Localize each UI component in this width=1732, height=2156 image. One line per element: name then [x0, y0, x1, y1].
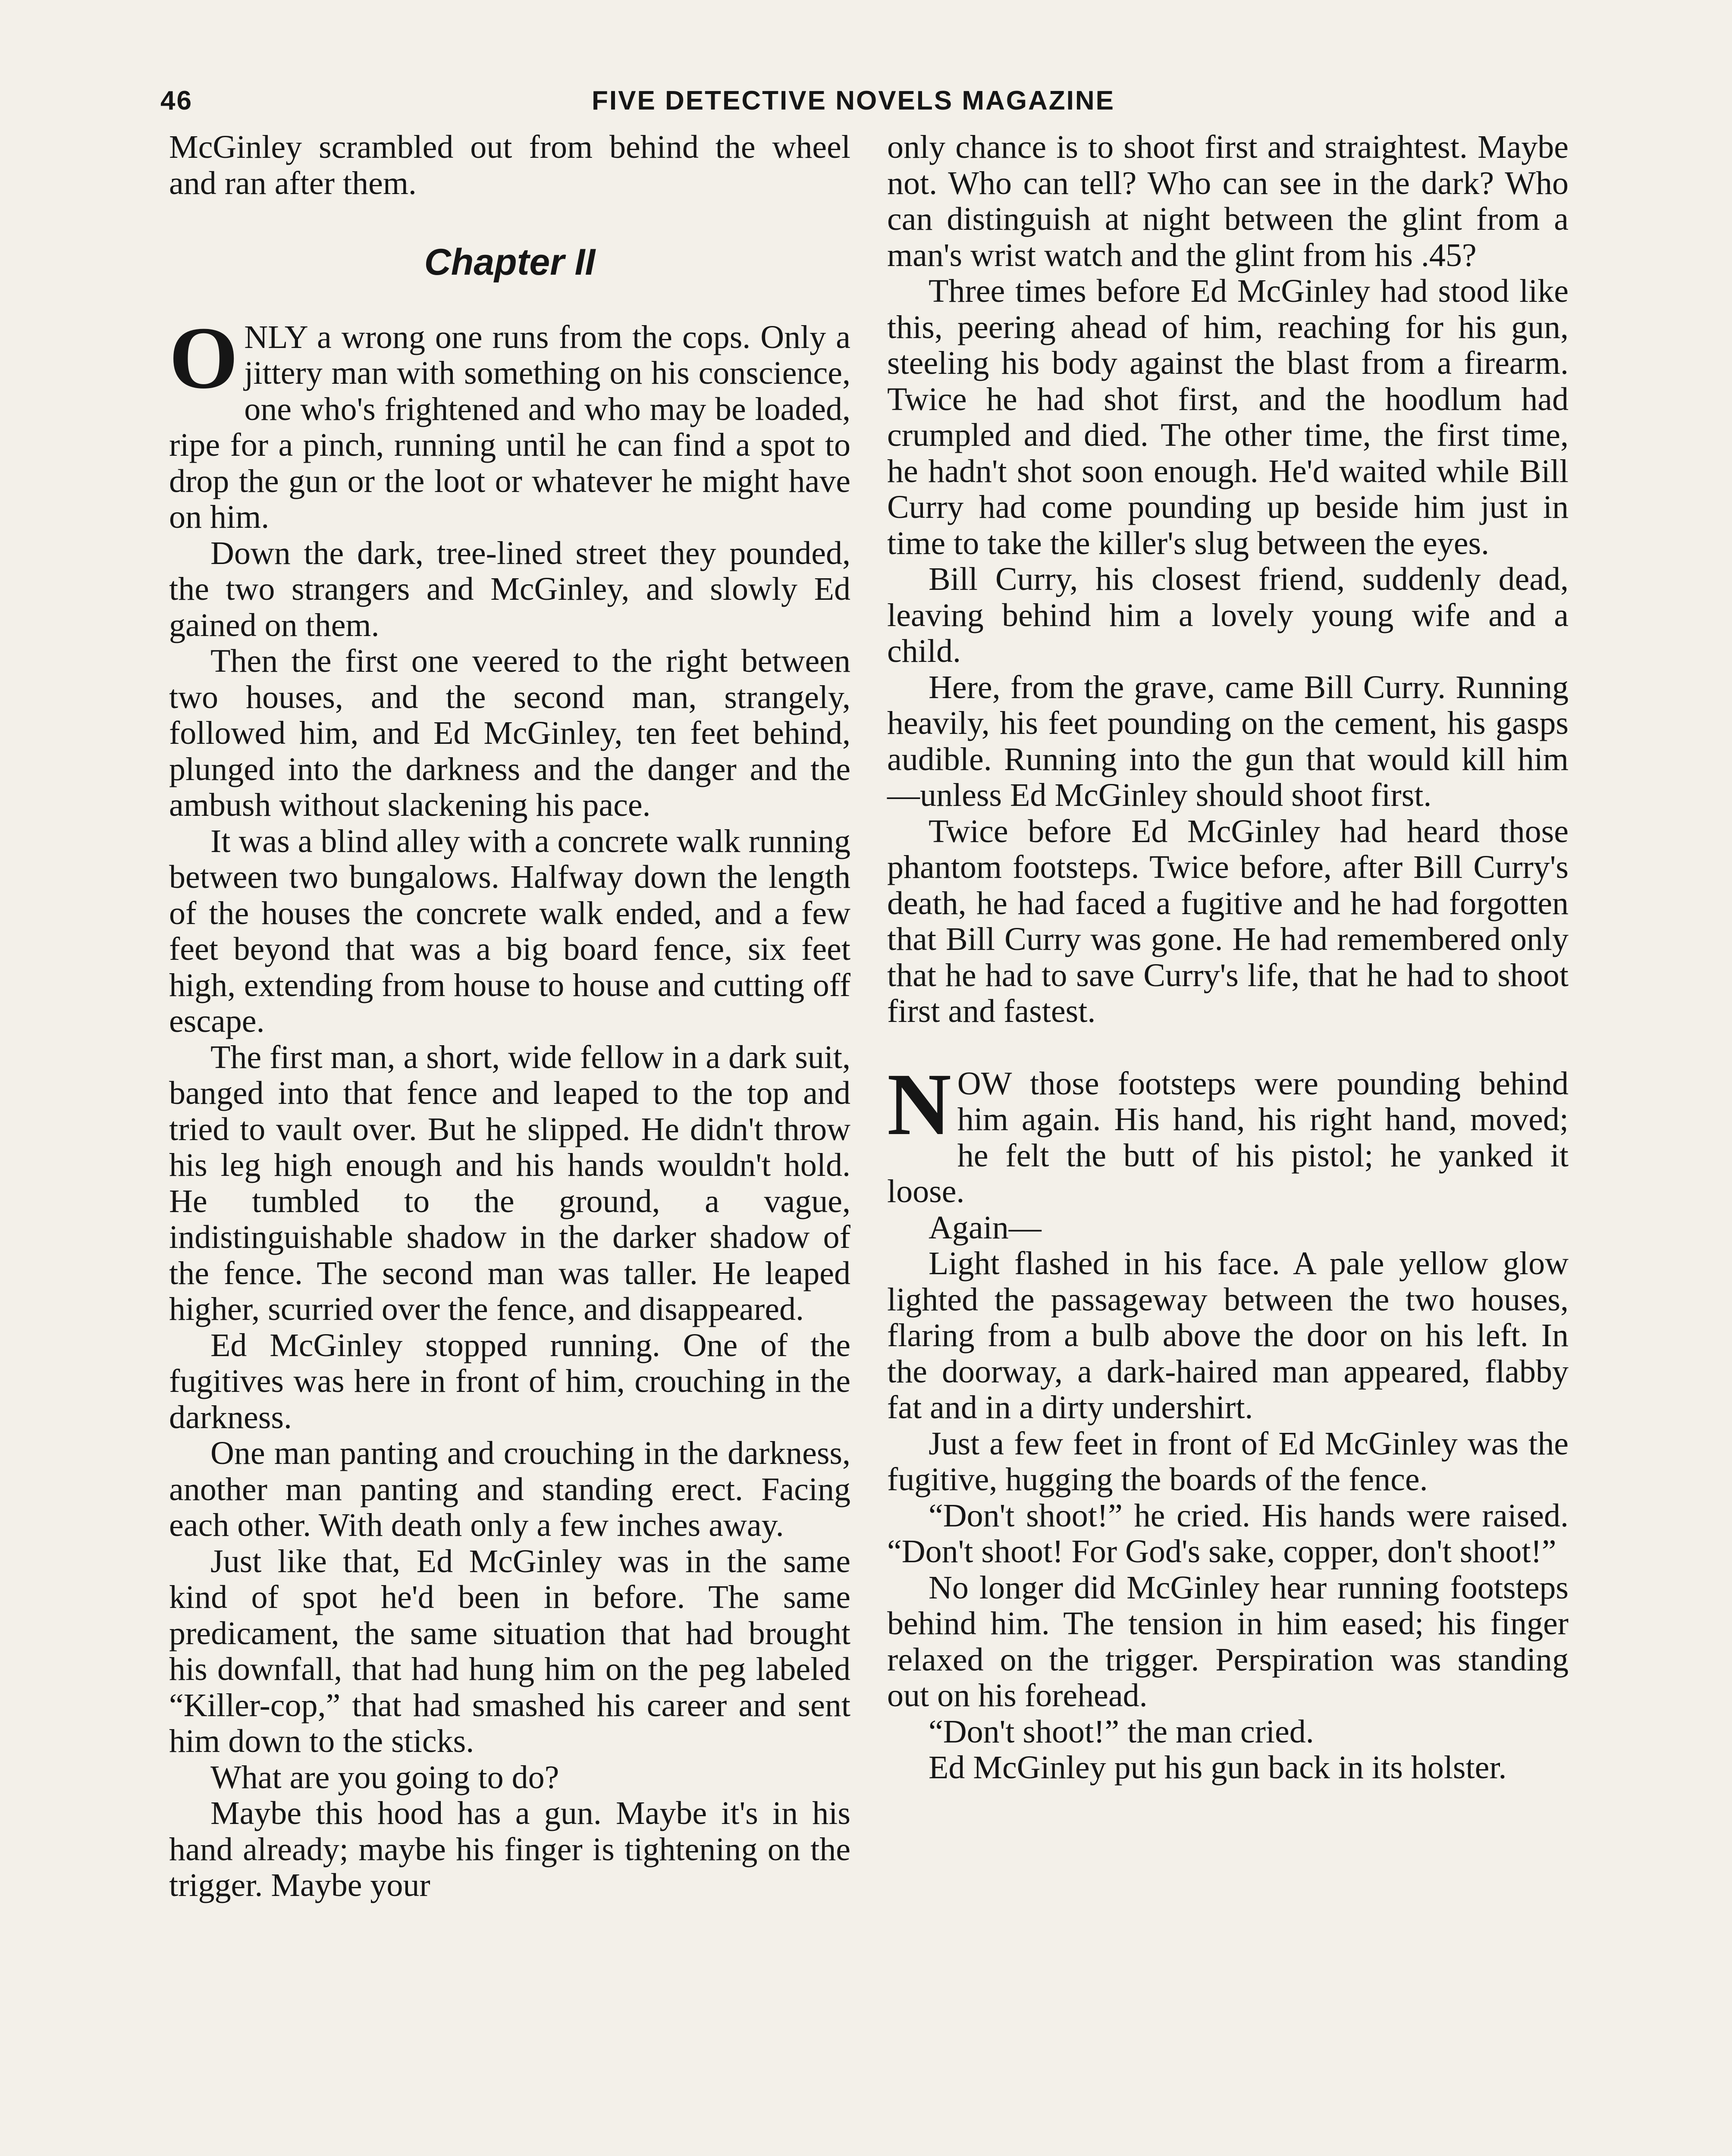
paragraph: “Don't shoot!” he cried. His hands were raised. “Don't shoot! For God's sake, copper, don't shoot!”: [887, 1497, 1569, 1570]
paragraph: McGinley scrambled out from behind the wheel and ran after them.: [169, 129, 850, 201]
left-column: [169, 129, 850, 2156]
paragraph: What are you going to do?: [210, 1759, 559, 1796]
paragraph: Here, from the grave, came Bill Curry. Running heavily, his feet pounding on the cement, his gasps audible. Running into the gun that would kill him —unless Ed McGinley should shoot first.: [887, 669, 1569, 813]
page-number: 46: [160, 86, 193, 116]
paragraph: No longer did McGinley hear running footsteps behind him. The tension in him eased; his finger relaxed on the trigger. Perspiration was standing out on his forehead.: [887, 1569, 1569, 1714]
paragraph: Just a few feet in front of Ed McGinley was the fugitive, hugging the boards of the fence.: [887, 1425, 1569, 1498]
right-column: [887, 129, 1569, 2156]
paragraph: Twice before Ed McGinley had heard those phantom footsteps. Twice before, after Bill Curry's death, he had faced a fugitive and he had forgotten that Bill Curry was gone. He had remembered only that he had to save Curry's life, that he had to shoot first and fastest.: [887, 813, 1569, 1029]
paragraph-text: NLY a wrong one runs from the cops. Only a jittery man with something on his conscience, one who's frightened and who may be loaded, ripe for a pinch, running until he can find a spot to drop the gun or the loot or whatever he might have on him.: [169, 319, 850, 535]
paragraph: only chance is to shoot first and straightest. Maybe not. Who can tell? Who can see in the dark? Who can distinguish at night between the glint from a man's wrist watch and the glint from his .45?: [887, 129, 1569, 273]
paragraph: One man panting and crouching in the darkness, another man panting and standing erect. Facing each other. With death only a few inches away.: [169, 1435, 850, 1543]
paragraph: Ed McGinley stopped running. One of the fugitives was here in front of him, crouching in the darkness.: [169, 1327, 850, 1435]
section-break: [887, 1030, 1569, 1066]
chapter-title: Chapter II: [424, 241, 596, 283]
paragraph: Then the first one veered to the right between two houses, and the second man, strangely, followed him, and Ed McGinley, ten feet behind, plunged into the darkness and the danger and the ambush without slackening his pace.: [169, 643, 850, 823]
paragraph: Three times before Ed McGinley had stood like this, peering ahead of him, reaching for his gun, steeling his body against the blast from a firearm. Twice he had shot first, and the hoodlum had crumpled and died. The other time, the first time, he hadn't shot soon enough. He'd waited while Bill Curry had come pounding up beside him just in time to take the killer's slug between the eyes.: [887, 273, 1569, 561]
paragraph-text: OW those footsteps were pounding behind him again. His hand, his right hand, moved; he felt the butt of his pistol; he yanked it loose.: [887, 1065, 1569, 1210]
paragraph: It was a blind alley with a concrete walk running between two bungalows. Halfway down the length of the houses the concrete walk ended, and a few feet beyond that was a big board fence, six feet high, extending from house to house and cutting off escape.: [169, 823, 850, 1039]
paragraph: Down the dark, tree-lined street they pounded, the two strangers and McGinley, and slowly Ed gained on them.: [169, 535, 850, 643]
drop-cap: N: [887, 1054, 951, 1153]
paragraph: Ed McGinley put his gun back in its holster.: [929, 1749, 1507, 1786]
paragraph: Bill Curry, his closest friend, suddenly dead, leaving behind him a lovely young wife and a child.: [887, 561, 1569, 669]
drop-cap: O: [169, 308, 238, 407]
paragraph-dropcap: [887, 1054, 1569, 1210]
paragraph: Light flashed in his face. A pale yellow glow lighted the passageway between the two houses, flaring from a bulb above the door on his left. In the doorway, a dark-haired man appeared, flabby fat and in a dirty undershirt.: [887, 1245, 1569, 1426]
running-header: [160, 85, 1575, 124]
paragraph: The first man, a short, wide fellow in a dark suit, banged into that fence and leaped to the top and tried to vault over. But he slipped. He didn't throw his leg high enough and his hands wouldn't hold. He tumbled to the ground, a vague, indistinguishable shadow in the darker shadow of the fence. The second man was taller. He leaped higher, scurried over the fence, and disappeared.: [169, 1039, 850, 1327]
paragraph: “Don't shoot!” the man cried.: [929, 1713, 1314, 1750]
paragraph-dropcap: [169, 308, 850, 536]
paragraph: Just like that, Ed McGinley was in the same kind of spot he'd been in before. The same predicament, the same situation that had brought his downfall, that had hung him on the peg labeled “Killer-cop,” that had smashed his career and sent him down to the sticks.: [169, 1543, 850, 1759]
paragraph: Maybe this hood has a gun. Maybe it's in his hand already; maybe his finger is tightening on the trigger. Maybe your: [169, 1795, 850, 1903]
magazine-title: FIVE DETECTIVE NOVELS MAGAZINE: [592, 86, 1115, 116]
paragraph: Again—: [929, 1209, 1042, 1246]
